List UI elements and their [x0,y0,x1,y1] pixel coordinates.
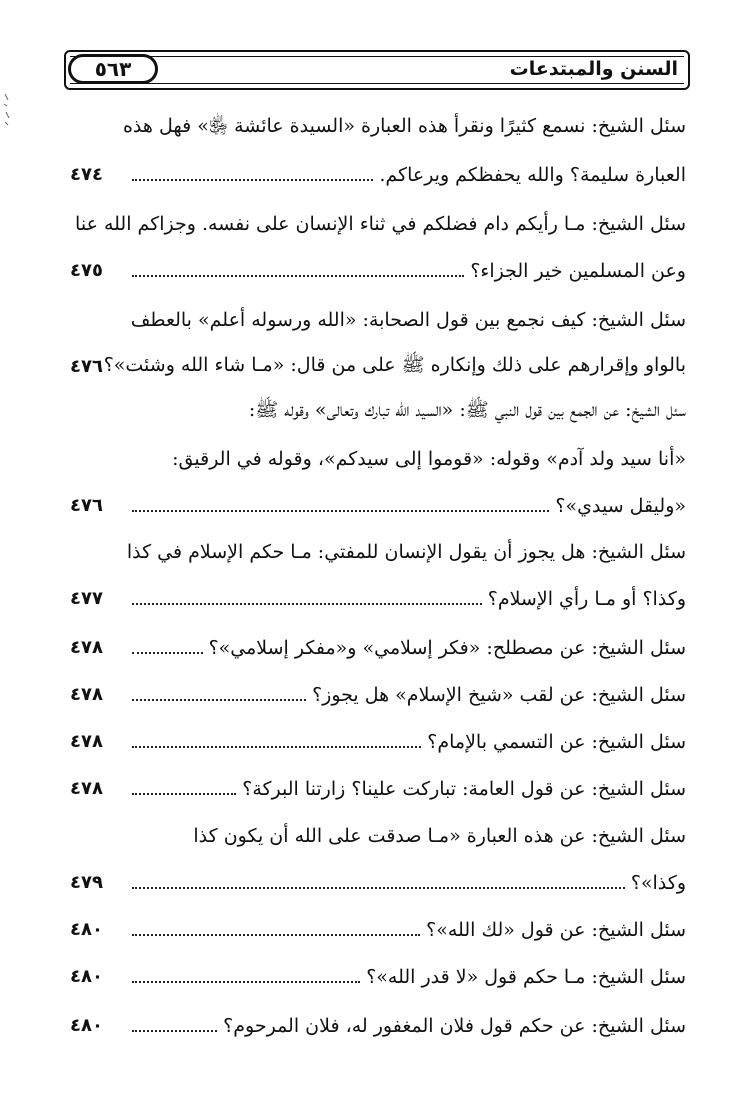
entry-last-line [70,1002,686,1049]
index-entry [70,104,686,198]
dot-leader [132,887,625,889]
scan-speck-mark [2,92,16,132]
index-entry [70,718,686,765]
entry-line: وكذا؟ أو مـا رأي الإسلام؟ [487,587,686,610]
dot-leader [132,603,482,605]
entry-line: سئل الشيخ: عن لقب «شيخ الإسلام» هل يجوز؟ [312,683,686,706]
page-reference: ٤٧٤ [70,164,103,185]
entry-line: سئل الشيخ: كيف نجمع بين قول الصحابة: «الله ورسوله أعلم» بالعطف [130,308,686,331]
entry-line: سئل الشيخ: مـا رأيكم دام فضلكم في ثناء الإنسان على نفسه. وجزاكم الله عنا [75,212,686,235]
index-entry [70,765,686,812]
entry-line: سئل الشيخ: نسمع كثيرًا ونقرأ هذه العبارة «السيدة عائشة ﵂» فهل هذه [122,114,686,137]
entry-line: بالواو وإقرارهم على ذلك وإنكاره ﷺ على من قال: «مـا شاء الله وشئت»؟ [103,353,686,376]
page-reference: ٤٧٥ [70,260,103,281]
entry-last-line [70,859,686,906]
index-entry [70,953,686,1000]
dot-leader [132,699,306,701]
index-entry [70,624,686,671]
page-reference: ٤٨٠ [70,919,103,940]
page-header [64,50,690,90]
page-reference: ٤٧٨ [70,778,103,799]
entry-last-line [70,624,686,671]
dot-leader [132,1030,217,1032]
page-reference: ٤٧٩ [70,872,103,893]
entry-line: سئل الشيخ: عن مصطلح: «فكر إسلامي» و«مفكر إسلامي»؟ [208,636,686,659]
index-entry [70,296,686,390]
entry-line: العبارة سليمة؟ والله يحفظكم ويرعاكم. [379,163,686,186]
entry-line: سئل الشيخ: هل يجوز أن يقول الإنسان للمفتي: مـا حكم الإسلام في كذا [126,540,686,563]
index-entry [70,906,686,953]
entry-line: سئل الشيخ: عن قول «لك الله»؟ [426,918,686,941]
dot-leader [132,510,549,512]
entry-last-line [70,247,686,294]
dot-leader [132,981,360,983]
entry-line: سئل الشيخ: عن هذه العبارة «مـا صدقت على الله أن يكون كذا [193,824,686,847]
running-title: السنن والمبتدعات [509,58,678,80]
entry-line: وكذا»؟ [630,871,686,894]
entry-last-line [70,765,686,812]
entry-line: سئل الشيخ: مـا حكم قول «لا قدر الله»؟ [366,965,686,988]
page-reference: ٤٧٦ [70,495,103,516]
page-reference: ٤٧٨ [70,684,103,705]
entry-line: سئل الشيخ: عن قول العامة: تباركت علينا؟ زارتنا البركة؟ [242,777,686,800]
page-reference: ٤٧٨ [70,731,103,752]
entry-last-line [70,953,686,1000]
dot-leader [132,275,464,277]
index-entry [70,671,686,718]
page-reference: ٤٨٠ [70,966,103,987]
entry-last-line [70,151,686,198]
entry-line: «وليقل سيدي»؟ [555,494,686,517]
dot-leader [132,934,420,936]
entry-line: سئل الشيخ: عن الجمع بين قول النبي ﷺ: «السيد الله تبارك وتعالى» وقوله ﷺ: [248,398,686,421]
entry-line: سئل الشيخ: عن التسمي بالإمام؟ [427,730,686,753]
page-number-badge [68,54,158,84]
dot-leader [132,746,421,748]
page-reference: ٤٨٠ [70,1015,103,1036]
page-reference: ٤٧٦ [70,356,103,377]
index-entry [70,200,686,294]
page-reference: ٤٧٧ [70,588,103,609]
entry-last-line [70,575,686,622]
entry-last-line [70,671,686,718]
page-reference: ٤٧٨ [70,637,103,658]
index-entry [70,812,686,906]
entry-last-line [70,482,686,529]
entry-last-line [70,718,686,765]
entry-last-line [70,343,686,390]
page-number: ٥٦٣ [94,57,132,81]
index-entry [70,528,686,622]
index-entry [70,388,686,529]
dot-leader [132,652,203,654]
dot-leader [132,179,373,181]
entry-line: سئل الشيخ: عن حكم قول فلان المغفور له، فلان المرحوم؟ [223,1014,686,1037]
entry-line: وعن المسلمين خير الجزاء؟ [470,259,686,282]
entry-last-line [70,906,686,953]
dot-leader [132,793,236,795]
index-entry [70,1002,686,1049]
entry-line: «أنا سيد ولد آدم» وقوله: «قوموا إلى سيدكم»، وقوله في الرقيق: [172,447,686,470]
